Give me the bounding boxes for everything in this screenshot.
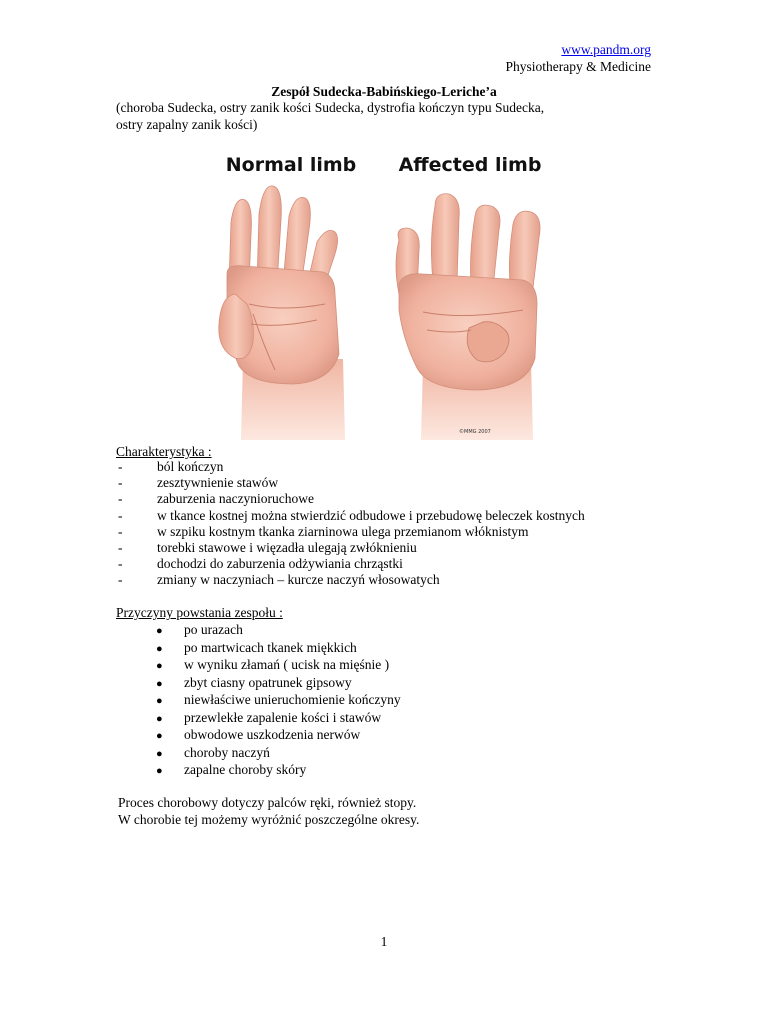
list-item-text: w wyniku złamań ( ucisk na mięśnie ) xyxy=(184,657,390,672)
bullet-icon: ● xyxy=(156,747,163,760)
list-item xyxy=(156,727,401,745)
list-item xyxy=(156,675,401,693)
list-item-text: po martwicach tkanek miękkich xyxy=(184,639,357,655)
list-item xyxy=(116,459,585,475)
bullet-icon: ● xyxy=(156,765,163,777)
list-item-text: po urazach xyxy=(184,622,243,637)
list-item-text: ból kończyn xyxy=(157,459,224,474)
page-header xyxy=(506,41,651,75)
list-item xyxy=(156,622,401,640)
list-item-text: zaburzenia naczynioruchowe xyxy=(157,491,315,507)
list-item-text: w tkance kostnej można stwierdzić odbudowe i przebudowę beleczek kostnych xyxy=(157,507,585,523)
list-item-text: zesztywnienie stawów xyxy=(157,475,279,491)
list-item-text: niewłaściwe unieruchomienie kończyny xyxy=(184,692,401,707)
list-item-text: zapalne choroby skóry xyxy=(184,762,307,777)
list-item-text: torebki stawowe i więzadła ulegają zwłóknieniu xyxy=(157,539,417,555)
dash-marker: - xyxy=(118,507,123,523)
paragraph-line: Proces chorobowy dotyczy palców ręki, również stopy. xyxy=(118,795,417,810)
bullet-icon: ● xyxy=(156,712,163,725)
characteristics-list xyxy=(116,459,585,589)
document-title: Zespół Sudecka-Babińskiego-Leriche’a xyxy=(271,84,497,99)
bullet-icon: ● xyxy=(156,660,163,672)
website-link[interactable]: www.pandm.org xyxy=(561,42,651,57)
list-item xyxy=(116,556,585,572)
list-item xyxy=(116,491,585,507)
dash-marker: - xyxy=(118,572,123,588)
dash-marker: - xyxy=(118,491,123,507)
list-item-text: przewlekłe zapalenie kości i stawów xyxy=(184,709,382,725)
list-item xyxy=(156,692,401,710)
dash-marker: - xyxy=(118,523,123,539)
list-item xyxy=(116,508,585,524)
list-item xyxy=(116,572,585,588)
hands-illustration xyxy=(213,144,560,440)
dash-marker: - xyxy=(118,539,123,555)
subtitle-line: ostry zapalny zanik kości) xyxy=(116,116,258,132)
normal-limb-label: Normal limb xyxy=(225,154,357,176)
copyright-mark: ©MMG 2007 xyxy=(459,429,491,435)
organization-name: Physiotherapy & Medicine xyxy=(505,59,651,74)
bullet-icon: ● xyxy=(156,677,163,690)
document-subtitle xyxy=(116,100,616,133)
characteristics-heading: Charakterystyka : xyxy=(116,444,212,459)
list-item xyxy=(116,475,585,491)
bullet-icon: ● xyxy=(156,730,163,742)
paragraph-line: W chorobie tej możemy wyróżnić poszczególne okresy. xyxy=(118,811,420,827)
list-item xyxy=(116,524,585,540)
list-item-text: choroby naczyń xyxy=(184,744,270,760)
dash-marker: - xyxy=(118,459,123,474)
bullet-icon: ● xyxy=(156,695,163,707)
hands-svg xyxy=(213,144,560,440)
causes-list xyxy=(156,622,401,780)
page-number: 1 xyxy=(380,934,388,949)
causes-heading: Przyczyny powstania zespołu : xyxy=(116,605,283,620)
bullet-icon: ● xyxy=(156,642,163,655)
list-item-text: dochodzi do zaburzenia odżywiania chrząstki xyxy=(157,556,403,572)
list-item xyxy=(156,762,401,780)
list-item xyxy=(116,540,585,556)
closing-paragraph xyxy=(118,795,678,828)
bullet-icon: ● xyxy=(156,625,163,637)
list-item xyxy=(156,745,401,763)
dash-marker: - xyxy=(118,475,123,491)
list-item-text: zmiany w naczyniach – kurcze naczyń włosowatych xyxy=(157,572,440,588)
list-item xyxy=(156,710,401,728)
list-item-text: zbyt ciasny opatrunek gipsowy xyxy=(184,674,352,690)
list-item-text: w szpiku kostnym tkanka ziarninowa ulega przemianom włóknistym xyxy=(157,523,529,539)
list-item xyxy=(156,640,401,658)
list-item-text: obwodowe uszkodzenia nerwów xyxy=(184,727,361,742)
subtitle-line: (choroba Sudecka, ostry zanik kości Sudecka, dystrofia kończyn typu Sudecka, xyxy=(116,100,545,115)
dash-marker: - xyxy=(118,556,123,572)
affected-limb-label: Affected limb xyxy=(398,154,542,176)
list-item xyxy=(156,657,401,675)
